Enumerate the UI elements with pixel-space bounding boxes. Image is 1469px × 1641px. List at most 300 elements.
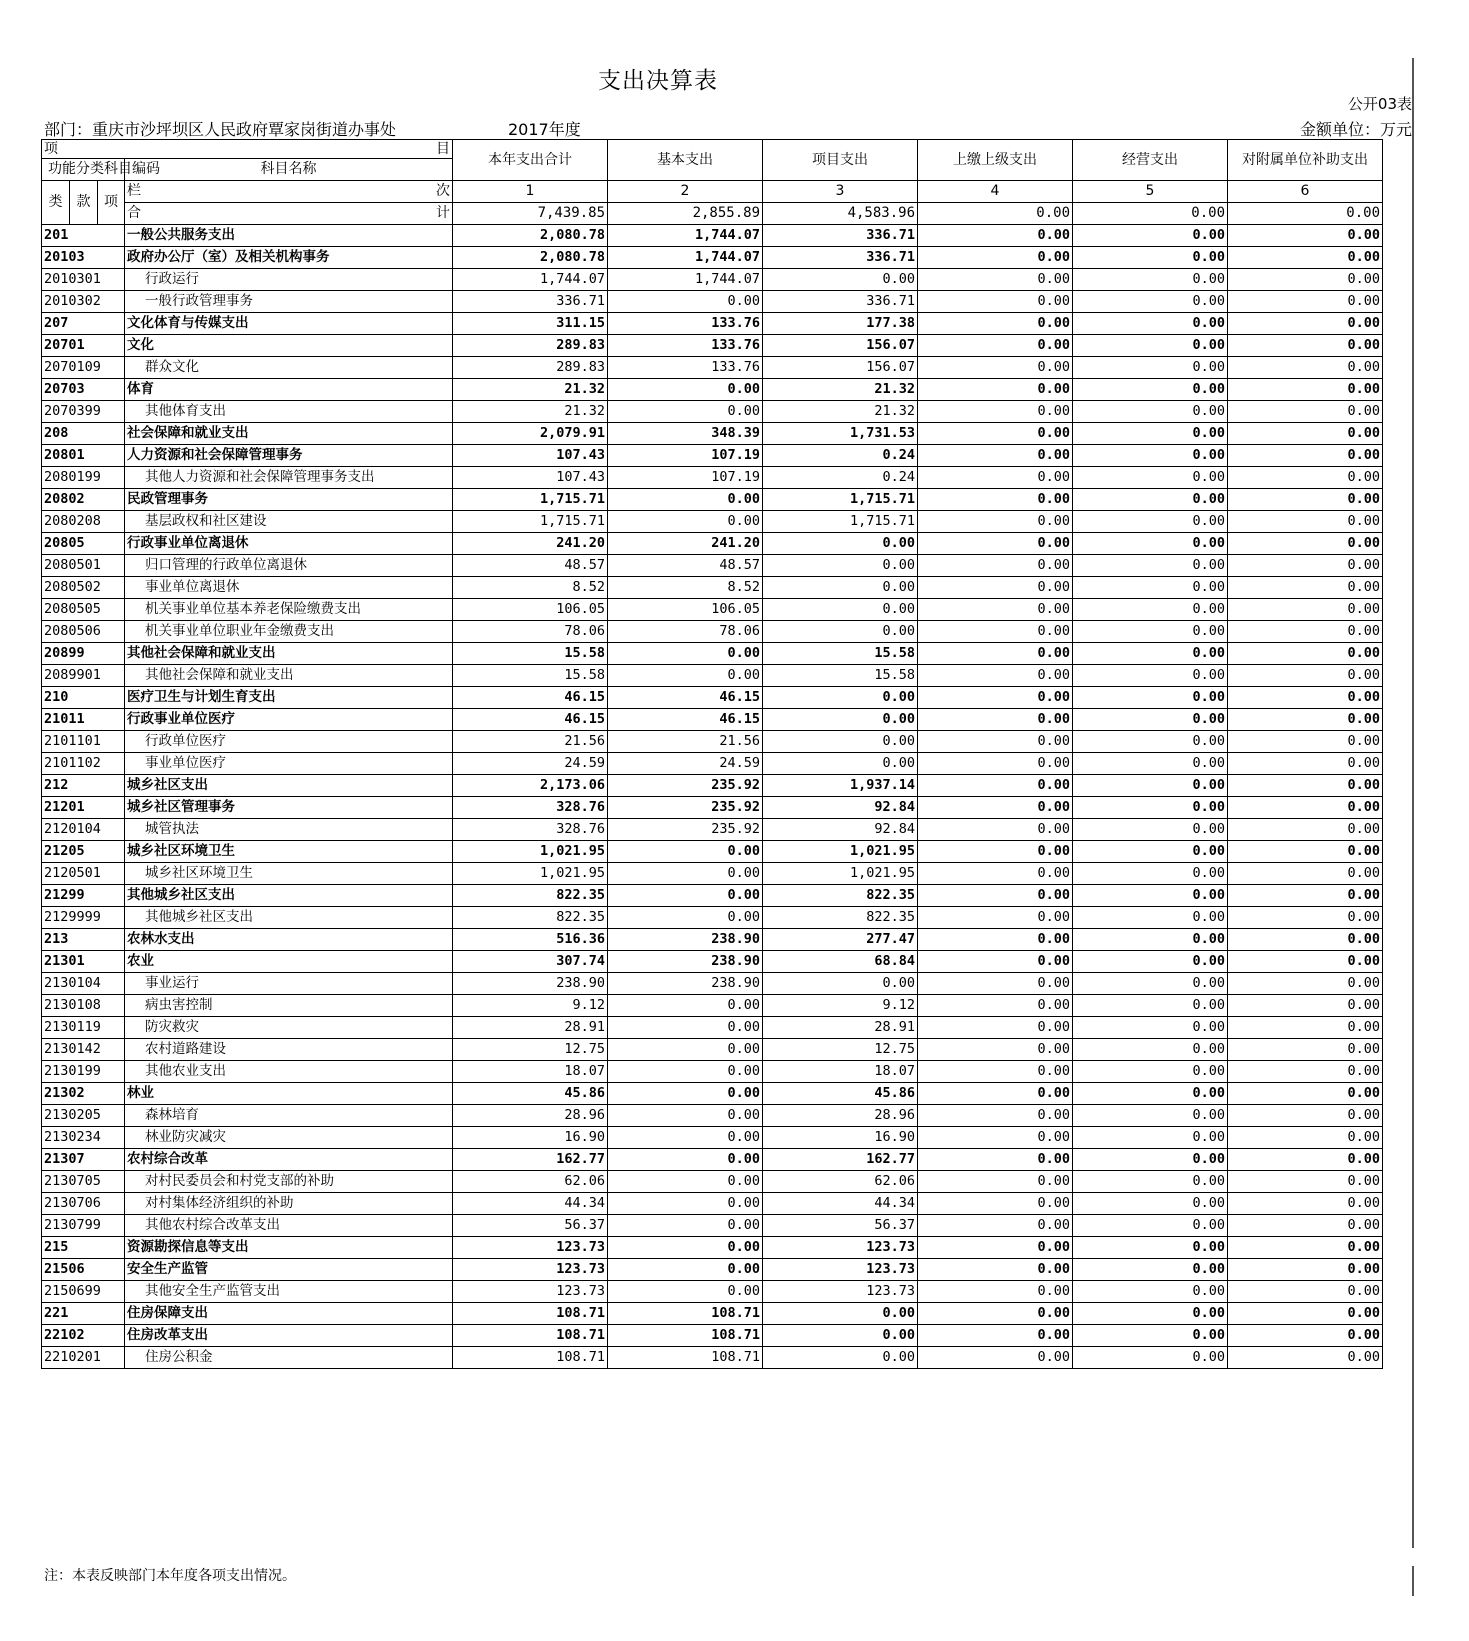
row-value-1: 822.35 xyxy=(453,907,608,929)
row-value-5: 0.00 xyxy=(1073,379,1228,401)
code-col-header xyxy=(42,159,160,181)
row-code: 20103 xyxy=(42,247,125,269)
row-value-6: 0.00 xyxy=(1228,599,1383,621)
row-value-1: 328.76 xyxy=(453,819,608,841)
row-value-4: 0.00 xyxy=(918,973,1073,995)
item-right-label: 目 xyxy=(436,141,450,157)
row-value-1: 1,021.95 xyxy=(453,841,608,863)
row-value-1: 123.73 xyxy=(453,1237,608,1259)
row-value-5: 0.00 xyxy=(1073,1171,1228,1193)
table-row xyxy=(42,643,1383,665)
row-value-1: 28.91 xyxy=(453,1017,608,1039)
row-value-5: 0.00 xyxy=(1073,401,1228,423)
row-value-2: 0.00 xyxy=(608,863,763,885)
row-name: 其他社会保障和就业支出 xyxy=(125,643,453,665)
row-value-3: 28.96 xyxy=(763,1105,918,1127)
row-value-3: 336.71 xyxy=(763,225,918,247)
expenditure-table xyxy=(41,139,1383,1369)
row-value-4: 0.00 xyxy=(918,1083,1073,1105)
row-value-4: 0.00 xyxy=(918,423,1073,445)
row-value-5: 0.00 xyxy=(1073,731,1228,753)
row-name: 事业单位医疗 xyxy=(125,753,453,775)
row-value-6: 0.00 xyxy=(1228,533,1383,555)
row-value-3: 0.00 xyxy=(763,533,918,555)
row-name: 防灾救灾 xyxy=(125,1017,453,1039)
row-value-1: 15.58 xyxy=(453,665,608,687)
row-value-1: 108.71 xyxy=(453,1325,608,1347)
row-value-2: 238.90 xyxy=(608,951,763,973)
row-code: 20801 xyxy=(42,445,125,467)
row-value-2: 238.90 xyxy=(608,973,763,995)
form-number: 公开03表 xyxy=(1347,95,1412,113)
row-value-1: 238.90 xyxy=(453,973,608,995)
row-name: 城乡社区环境卫生 xyxy=(125,863,453,885)
row-value-2: 235.92 xyxy=(608,819,763,841)
row-value-2: 0.00 xyxy=(608,379,763,401)
row-value-4: 0.00 xyxy=(918,1215,1073,1237)
row-value-2: 0.00 xyxy=(608,1105,763,1127)
row-value-3: 177.38 xyxy=(763,313,918,335)
row-value-2: 107.19 xyxy=(608,445,763,467)
total-value-5: 0.00 xyxy=(1073,203,1228,225)
col-number-1: 1 xyxy=(453,181,608,203)
row-value-2: 0.00 xyxy=(608,995,763,1017)
row-value-4: 0.00 xyxy=(918,621,1073,643)
row-value-3: 277.47 xyxy=(763,929,918,951)
row-name: 其他社会保障和就业支出 xyxy=(125,665,453,687)
row-value-2: 24.59 xyxy=(608,753,763,775)
row-value-4: 0.00 xyxy=(918,1105,1073,1127)
row-name: 行政单位医疗 xyxy=(125,731,453,753)
row-name: 其他城乡社区支出 xyxy=(125,907,453,929)
page-edge-line-lower xyxy=(1412,1566,1414,1596)
row-name: 民政管理事务 xyxy=(125,489,453,511)
row-value-3: 0.00 xyxy=(763,753,918,775)
row-name: 住房公积金 xyxy=(125,1347,453,1369)
row-code: 2070399 xyxy=(42,401,125,423)
row-value-2: 235.92 xyxy=(608,797,763,819)
row-value-3: 21.32 xyxy=(763,379,918,401)
table-row xyxy=(42,1325,1383,1347)
row-value-4: 0.00 xyxy=(918,797,1073,819)
row-value-5: 0.00 xyxy=(1073,1105,1228,1127)
row-code: 21301 xyxy=(42,951,125,973)
table-row xyxy=(42,445,1383,467)
row-value-2: 1,744.07 xyxy=(608,247,763,269)
row-value-4: 0.00 xyxy=(918,379,1073,401)
row-value-4: 0.00 xyxy=(918,1061,1073,1083)
table-row xyxy=(42,225,1383,247)
row-value-4: 0.00 xyxy=(918,709,1073,731)
row-value-1: 289.83 xyxy=(453,357,608,379)
row-value-6: 0.00 xyxy=(1228,1017,1383,1039)
row-value-6: 0.00 xyxy=(1228,291,1383,313)
row-value-5: 0.00 xyxy=(1073,577,1228,599)
row-value-4: 0.00 xyxy=(918,731,1073,753)
row-value-1: 162.77 xyxy=(453,1149,608,1171)
row-value-6: 0.00 xyxy=(1228,1039,1383,1061)
row-value-3: 1,715.71 xyxy=(763,511,918,533)
header-row-item xyxy=(42,140,1383,159)
row-value-4: 0.00 xyxy=(918,269,1073,291)
table-row xyxy=(42,797,1383,819)
table-row xyxy=(42,973,1383,995)
row-code: 21201 xyxy=(42,797,125,819)
kuan-header: 款 xyxy=(70,181,98,225)
row-name: 其他城乡社区支出 xyxy=(125,885,453,907)
row-value-3: 15.58 xyxy=(763,665,918,687)
row-value-3: 162.77 xyxy=(763,1149,918,1171)
row-code: 2150699 xyxy=(42,1281,125,1303)
row-value-4: 0.00 xyxy=(918,775,1073,797)
row-name: 城管执法 xyxy=(125,819,453,841)
row-value-1: 107.43 xyxy=(453,445,608,467)
row-value-4: 0.00 xyxy=(918,863,1073,885)
row-value-6: 0.00 xyxy=(1228,445,1383,467)
row-value-5: 0.00 xyxy=(1073,335,1228,357)
row-value-6: 0.00 xyxy=(1228,621,1383,643)
row-value-5: 0.00 xyxy=(1073,709,1228,731)
table-row xyxy=(42,841,1383,863)
row-value-1: 12.75 xyxy=(453,1039,608,1061)
row-name: 城乡社区环境卫生 xyxy=(125,841,453,863)
row-value-1: 21.56 xyxy=(453,731,608,753)
col-number-2: 2 xyxy=(608,181,763,203)
col-header-3: 项目支出 xyxy=(763,140,918,181)
row-value-2: 0.00 xyxy=(608,643,763,665)
row-code: 2130205 xyxy=(42,1105,125,1127)
row-value-2: 0.00 xyxy=(608,1171,763,1193)
row-value-1: 307.74 xyxy=(453,951,608,973)
row-value-6: 0.00 xyxy=(1228,313,1383,335)
table-row xyxy=(42,995,1383,1017)
row-value-6: 0.00 xyxy=(1228,357,1383,379)
row-value-6: 0.00 xyxy=(1228,511,1383,533)
row-code: 21307 xyxy=(42,1149,125,1171)
row-value-5: 0.00 xyxy=(1073,1281,1228,1303)
row-value-3: 1,715.71 xyxy=(763,489,918,511)
table-row xyxy=(42,357,1383,379)
row-value-4: 0.00 xyxy=(918,225,1073,247)
table-row xyxy=(42,819,1383,841)
row-value-6: 0.00 xyxy=(1228,1127,1383,1149)
row-code: 2010301 xyxy=(42,269,125,291)
row-value-5: 0.00 xyxy=(1073,775,1228,797)
row-value-4: 0.00 xyxy=(918,599,1073,621)
row-name: 城乡社区管理事务 xyxy=(125,797,453,819)
col-number-3: 3 xyxy=(763,181,918,203)
row-value-2: 0.00 xyxy=(608,1149,763,1171)
row-value-6: 0.00 xyxy=(1228,643,1383,665)
row-name: 机关事业单位职业年金缴费支出 xyxy=(125,621,453,643)
row-value-5: 0.00 xyxy=(1073,467,1228,489)
table-row xyxy=(42,401,1383,423)
row-name: 归口管理的行政单位离退休 xyxy=(125,555,453,577)
row-value-2: 0.00 xyxy=(608,907,763,929)
row-value-4: 0.00 xyxy=(918,907,1073,929)
row-value-3: 0.00 xyxy=(763,555,918,577)
row-name: 农林水支出 xyxy=(125,929,453,951)
row-value-3: 15.58 xyxy=(763,643,918,665)
row-value-6: 0.00 xyxy=(1228,1215,1383,1237)
row-value-1: 44.34 xyxy=(453,1193,608,1215)
row-value-2: 0.00 xyxy=(608,885,763,907)
row-value-5: 0.00 xyxy=(1073,951,1228,973)
row-code: 2130199 xyxy=(42,1061,125,1083)
row-value-4: 0.00 xyxy=(918,357,1073,379)
row-value-4: 0.00 xyxy=(918,1039,1073,1061)
row-value-2: 1,744.07 xyxy=(608,269,763,291)
row-value-5: 0.00 xyxy=(1073,797,1228,819)
row-value-5: 0.00 xyxy=(1073,599,1228,621)
row-code: 21302 xyxy=(42,1083,125,1105)
row-name: 农村道路建设 xyxy=(125,1039,453,1061)
row-code: 2101101 xyxy=(42,731,125,753)
row-value-2: 0.00 xyxy=(608,401,763,423)
row-value-3: 0.00 xyxy=(763,599,918,621)
row-code: 21299 xyxy=(42,885,125,907)
row-value-4: 0.00 xyxy=(918,687,1073,709)
table-row xyxy=(42,291,1383,313)
row-value-4: 0.00 xyxy=(918,819,1073,841)
row-value-1: 21.32 xyxy=(453,379,608,401)
row-value-2: 108.71 xyxy=(608,1303,763,1325)
table-row xyxy=(42,511,1383,533)
row-value-5: 0.00 xyxy=(1073,1259,1228,1281)
col-header-5: 经营支出 xyxy=(1073,140,1228,181)
table-row xyxy=(42,599,1383,621)
row-value-1: 108.71 xyxy=(453,1303,608,1325)
row-value-5: 0.00 xyxy=(1073,1017,1228,1039)
row-value-4: 0.00 xyxy=(918,335,1073,357)
row-value-2: 0.00 xyxy=(608,489,763,511)
table-row xyxy=(42,1127,1383,1149)
row-value-3: 336.71 xyxy=(763,291,918,313)
row-value-6: 0.00 xyxy=(1228,1061,1383,1083)
row-value-1: 16.90 xyxy=(453,1127,608,1149)
row-name: 机关事业单位基本养老保险缴费支出 xyxy=(125,599,453,621)
row-value-1: 2,079.91 xyxy=(453,423,608,445)
row-name: 文化体育与传媒支出 xyxy=(125,313,453,335)
table-row xyxy=(42,467,1383,489)
row-value-3: 62.06 xyxy=(763,1171,918,1193)
row-value-1: 78.06 xyxy=(453,621,608,643)
unit-label: 金额单位：万元 xyxy=(1299,120,1412,139)
row-value-2: 133.76 xyxy=(608,335,763,357)
table-row xyxy=(42,1281,1383,1303)
row-value-2: 133.76 xyxy=(608,357,763,379)
row-value-6: 0.00 xyxy=(1228,335,1383,357)
row-value-6: 0.00 xyxy=(1228,1193,1383,1215)
row-value-3: 0.00 xyxy=(763,621,918,643)
row-value-1: 1,715.71 xyxy=(453,511,608,533)
row-value-3: 123.73 xyxy=(763,1237,918,1259)
row-value-1: 336.71 xyxy=(453,291,608,313)
row-value-6: 0.00 xyxy=(1228,1347,1383,1369)
row-value-3: 92.84 xyxy=(763,797,918,819)
row-value-5: 0.00 xyxy=(1073,313,1228,335)
row-value-3: 56.37 xyxy=(763,1215,918,1237)
row-value-6: 0.00 xyxy=(1228,929,1383,951)
row-code: 2210201 xyxy=(42,1347,125,1369)
row-value-4: 0.00 xyxy=(918,1325,1073,1347)
name-col-header: 科目名称 xyxy=(125,159,453,181)
row-value-6: 0.00 xyxy=(1228,1237,1383,1259)
row-code: 2080506 xyxy=(42,621,125,643)
row-code: 215 xyxy=(42,1237,125,1259)
page-title: 支出决算表 xyxy=(598,68,718,94)
row-name: 一般行政管理事务 xyxy=(125,291,453,313)
row-value-6: 0.00 xyxy=(1228,951,1383,973)
row-value-5: 0.00 xyxy=(1073,929,1228,951)
table-row xyxy=(42,885,1383,907)
row-value-6: 0.00 xyxy=(1228,775,1383,797)
row-value-6: 0.00 xyxy=(1228,687,1383,709)
col-number-4: 4 xyxy=(918,181,1073,203)
row-code: 210 xyxy=(42,687,125,709)
row-code: 2130104 xyxy=(42,973,125,995)
row-value-6: 0.00 xyxy=(1228,797,1383,819)
row-name: 其他体育支出 xyxy=(125,401,453,423)
row-code: 2101102 xyxy=(42,753,125,775)
row-value-4: 0.00 xyxy=(918,291,1073,313)
table-row xyxy=(42,379,1383,401)
row-value-2: 238.90 xyxy=(608,929,763,951)
row-value-2: 0.00 xyxy=(608,1039,763,1061)
row-value-5: 0.00 xyxy=(1073,1149,1228,1171)
heji-cell xyxy=(125,203,453,225)
row-value-1: 1,744.07 xyxy=(453,269,608,291)
row-value-4: 0.00 xyxy=(918,841,1073,863)
row-value-6: 0.00 xyxy=(1228,731,1383,753)
row-value-5: 0.00 xyxy=(1073,995,1228,1017)
row-value-1: 516.36 xyxy=(453,929,608,951)
table-row xyxy=(42,1061,1383,1083)
table-row xyxy=(42,489,1383,511)
row-value-1: 1,021.95 xyxy=(453,863,608,885)
row-value-1: 48.57 xyxy=(453,555,608,577)
row-value-3: 1,021.95 xyxy=(763,863,918,885)
row-value-3: 44.34 xyxy=(763,1193,918,1215)
item-header-cell xyxy=(42,140,453,159)
row-value-6: 0.00 xyxy=(1228,1105,1383,1127)
row-value-5: 0.00 xyxy=(1073,555,1228,577)
row-value-3: 21.32 xyxy=(763,401,918,423)
row-value-5: 0.00 xyxy=(1073,1237,1228,1259)
row-value-2: 0.00 xyxy=(608,1083,763,1105)
row-value-5: 0.00 xyxy=(1073,225,1228,247)
row-name: 病虫害控制 xyxy=(125,995,453,1017)
row-name: 政府办公厅（室）及相关机构事务 xyxy=(125,247,453,269)
ci-label: 次 xyxy=(436,183,450,199)
row-value-1: 46.15 xyxy=(453,709,608,731)
row-code: 2080505 xyxy=(42,599,125,621)
row-code: 2080502 xyxy=(42,577,125,599)
row-name: 农村综合改革 xyxy=(125,1149,453,1171)
table-row xyxy=(42,731,1383,753)
table-row xyxy=(42,269,1383,291)
row-value-6: 0.00 xyxy=(1228,1083,1383,1105)
row-value-5: 0.00 xyxy=(1073,665,1228,687)
table-row xyxy=(42,577,1383,599)
row-value-2: 0.00 xyxy=(608,1127,763,1149)
row-value-5: 0.00 xyxy=(1073,489,1228,511)
row-name: 城乡社区支出 xyxy=(125,775,453,797)
table-row xyxy=(42,907,1383,929)
row-value-1: 328.76 xyxy=(453,797,608,819)
row-code: 20899 xyxy=(42,643,125,665)
row-value-3: 0.24 xyxy=(763,467,918,489)
row-value-5: 0.00 xyxy=(1073,643,1228,665)
row-code: 208 xyxy=(42,423,125,445)
table-row xyxy=(42,1303,1383,1325)
row-value-2: 0.00 xyxy=(608,665,763,687)
row-value-1: 18.07 xyxy=(453,1061,608,1083)
row-value-2: 0.00 xyxy=(608,1281,763,1303)
table-row xyxy=(42,423,1383,445)
row-name: 其他安全生产监管支出 xyxy=(125,1281,453,1303)
row-value-1: 107.43 xyxy=(453,467,608,489)
row-value-4: 0.00 xyxy=(918,1303,1073,1325)
table-row xyxy=(42,1105,1383,1127)
row-value-2: 107.19 xyxy=(608,467,763,489)
row-code: 20805 xyxy=(42,533,125,555)
row-value-4: 0.00 xyxy=(918,445,1073,467)
row-value-1: 108.71 xyxy=(453,1347,608,1369)
row-value-6: 0.00 xyxy=(1228,907,1383,929)
row-value-5: 0.00 xyxy=(1073,1347,1228,1369)
total-value-2: 2,855.89 xyxy=(608,203,763,225)
total-row xyxy=(42,203,1383,225)
row-value-2: 133.76 xyxy=(608,313,763,335)
row-value-5: 0.00 xyxy=(1073,687,1228,709)
row-value-4: 0.00 xyxy=(918,665,1073,687)
row-code: 2130706 xyxy=(42,1193,125,1215)
he-label: 合 xyxy=(127,205,141,221)
lan-label: 栏 xyxy=(127,183,141,199)
row-name: 资源勘探信息等支出 xyxy=(125,1237,453,1259)
ji-label: 计 xyxy=(436,205,450,221)
row-value-5: 0.00 xyxy=(1073,445,1228,467)
row-value-4: 0.00 xyxy=(918,313,1073,335)
row-code: 20703 xyxy=(42,379,125,401)
row-code: 2089901 xyxy=(42,665,125,687)
row-code: 201 xyxy=(42,225,125,247)
row-name: 其他人力资源和社会保障管理事务支出 xyxy=(125,467,453,489)
row-value-2: 235.92 xyxy=(608,775,763,797)
row-value-2: 48.57 xyxy=(608,555,763,577)
row-value-4: 0.00 xyxy=(918,753,1073,775)
row-value-5: 0.00 xyxy=(1073,1083,1228,1105)
row-value-3: 1,937.14 xyxy=(763,775,918,797)
row-value-3: 92.84 xyxy=(763,819,918,841)
row-value-1: 46.15 xyxy=(453,687,608,709)
row-value-1: 2,080.78 xyxy=(453,247,608,269)
table-row xyxy=(42,951,1383,973)
row-value-1: 106.05 xyxy=(453,599,608,621)
row-value-2: 106.05 xyxy=(608,599,763,621)
row-value-3: 1,021.95 xyxy=(763,841,918,863)
year-label: 2017年度 xyxy=(508,120,581,139)
table-row xyxy=(42,687,1383,709)
row-name: 农业 xyxy=(125,951,453,973)
table-row xyxy=(42,313,1383,335)
row-name: 行政事业单位离退休 xyxy=(125,533,453,555)
row-value-4: 0.00 xyxy=(918,1281,1073,1303)
row-value-2: 0.00 xyxy=(608,291,763,313)
row-value-5: 0.00 xyxy=(1073,1325,1228,1347)
row-value-6: 0.00 xyxy=(1228,841,1383,863)
